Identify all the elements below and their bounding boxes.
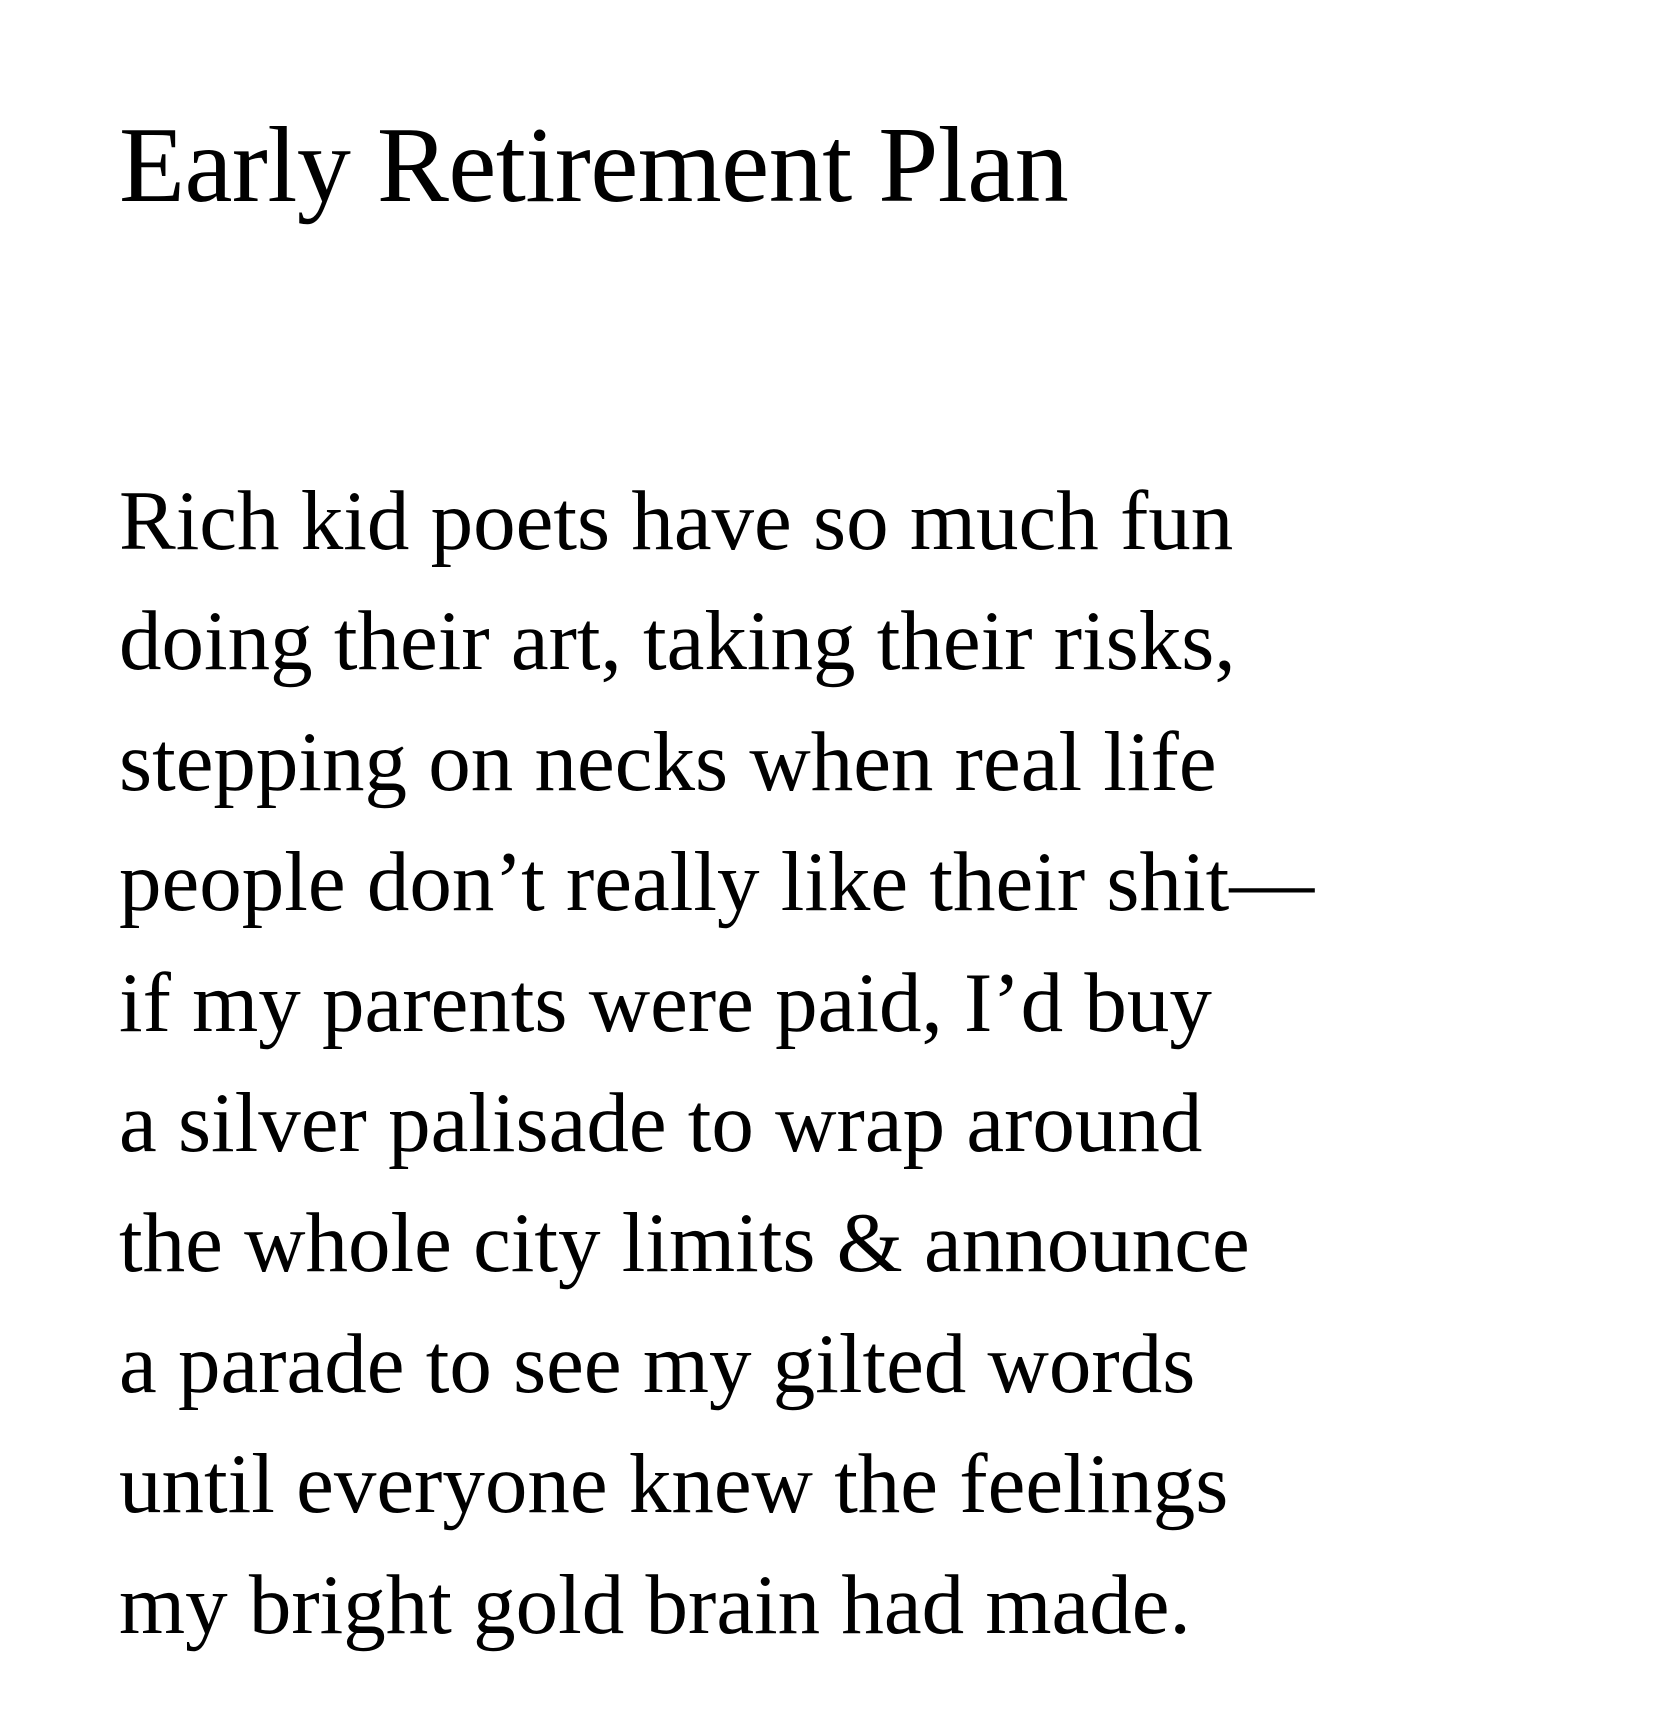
poem-line: people don’t really like their shit— [119,835,1315,930]
poem-line: until everyone knew the feelings [119,1437,1229,1532]
poem-line: the whole city limits & announce [119,1196,1250,1291]
poem-title: Early Retirement Plan [119,106,1069,225]
poem-line: a silver palisade to wrap around [119,1075,1203,1170]
poem-line: if my parents were paid, I’d buy [119,955,1212,1050]
poem-line: Rich kid poets have so much fun [119,474,1234,568]
poem-line: stepping on necks when real life [119,714,1217,809]
poem-body [119,461,1314,1665]
poem-line: doing their art, taking their risks, [119,594,1236,689]
poem-line: my bright gold brain had made. [119,1557,1191,1652]
poem-line: a parade to see my gilted words [119,1316,1196,1411]
